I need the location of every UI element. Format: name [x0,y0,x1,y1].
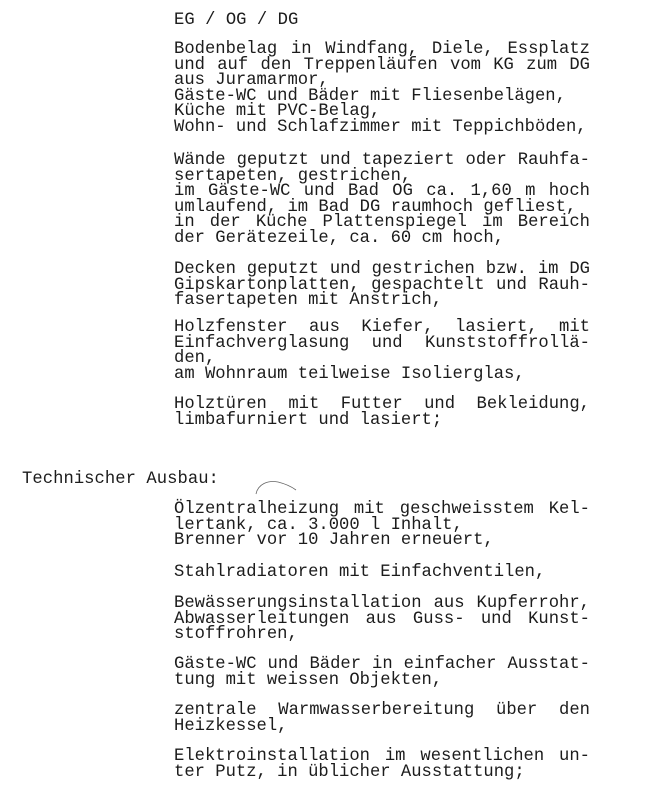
pencil-mark [250,474,300,496]
text-line: ter Putz, in üblicher Ausstattung; [174,762,525,782]
technik-paragraph [174,502,590,549]
technik-paragraph [174,596,590,643]
text-line: Gäste-WC und Bäder in einfacher Ausstat- [174,655,590,674]
innenausbau-paragraph [174,42,590,135]
text-line: Gipskartonplatten, gespachtelt und Rauh- [174,275,590,295]
text-line: fasertapeten mit Anstrich, [174,291,443,310]
text-line: Einfachverglasung und Kunststoffrollä- [174,333,590,353]
text-line: Ölzentralheizung mit geschweisstem Kel- [174,500,590,519]
text-line: sertapeten, gestrichen, [174,166,412,186]
text-line: Abwasserleitungen aus Guss- und Kunst- [174,609,590,629]
text-line: Bodenbelag in Windfang, Diele, Essplatz [174,40,590,59]
text-line: in der Küche Plattenspiegel im Bereich [174,213,590,232]
text-line: Gäste-WC und Bäder mit Fliesenbelägen, [174,86,566,106]
text-line: Wände geputzt und tapeziert oder Rauhfa- [174,151,590,170]
text-line: im Gäste-WC und Bad OG ca. 1,60 m hoch [174,182,590,201]
text-line: limbafurniert und lasiert; [174,410,443,430]
innenausbau-paragraph [174,320,590,382]
text-line: tung mit weissen Objekten, [174,670,443,690]
text-line: Holzfenster aus Kiefer, lasiert, mit [174,318,590,337]
text-line: lertank, ca. 3.000 l Inhalt, [174,515,463,535]
text-line: Brenner vor 10 Jahren erneuert, [174,531,494,550]
technik-paragraph [174,657,590,688]
innenausbau-paragraph [174,153,590,246]
text-line: aus Juramarmor, [174,71,329,90]
text-line: Bewässerungsinstallation aus Kupferrohr, [174,594,590,613]
text-line: Decken geputzt und gestrichen bzw. im DG [174,260,590,279]
text-line: zentrale Warmwasserbereitung über den [174,701,590,720]
text-line: den, [174,349,216,368]
innenausbau-paragraph [174,262,590,309]
text-line: Holztüren mit Futter und Bekleidung, [174,395,590,414]
text-line: Stahlradiatoren mit Einfachventilen, [174,563,546,582]
text-line: am Wohnraum teilweise Isolierglas, [174,364,525,384]
text-line: Küche mit PVC-Belag, [174,102,381,121]
floor-heading: EG / OG / DG [174,11,299,30]
text-line: umlaufend, im Bad DG raumhoch gefliest, [174,197,577,217]
section-title-technischer-ausbau: Technischer Ausbau: [22,470,219,489]
technik-paragraph [174,565,545,581]
text-line: Heizkessel, [174,716,288,736]
text-line: und auf den Treppenläufen vom KG zum DG [174,55,590,75]
technik-paragraph [174,749,590,780]
innenausbau-paragraph [174,397,590,428]
text-line: stoffrohren, [174,625,298,644]
technik-paragraph [174,703,590,734]
text-line: Wohn- und Schlafzimmer mit Teppichböden, [174,117,587,137]
text-line: der Gerätezeile, ca. 60 cm hoch, [174,228,505,248]
text-line: Elektroinstallation im wesentlichen un- [174,747,590,766]
